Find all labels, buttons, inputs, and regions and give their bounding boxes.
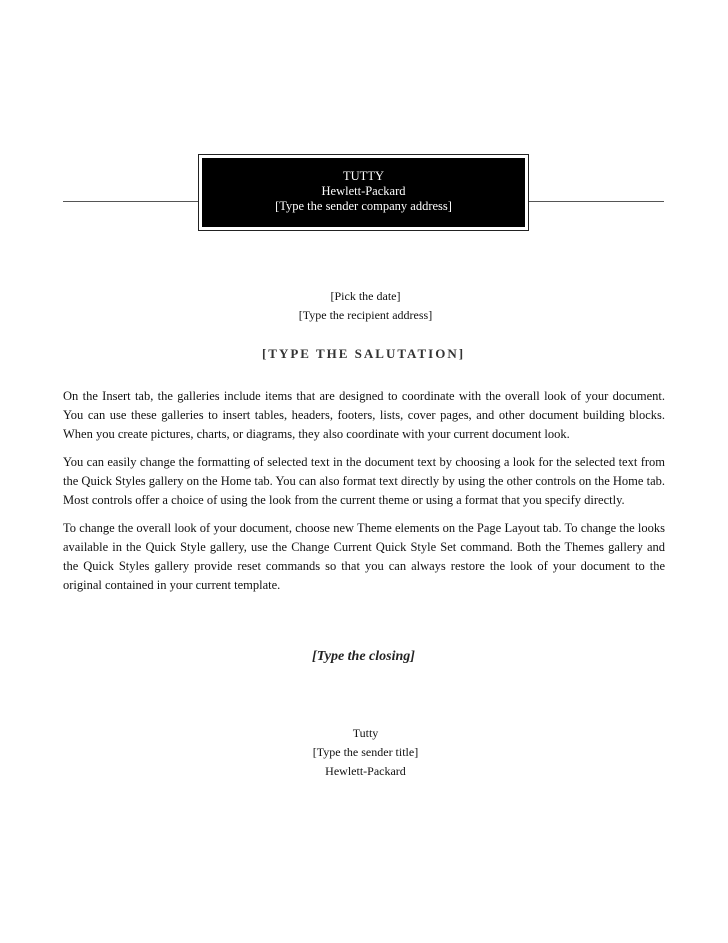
sender-header-fill: [202, 158, 525, 227]
signature-block: [200, 724, 531, 781]
body-paragraph[interactable]: On the Insert tab, the galleries include items that are designed to coordinate with the overall look of your document. You can use these galleries to insert tables, headers, footers, lists, cover pages, and other document building blocks. When you create pictures, charts, or diagrams, they also coordinate with your current document look.: [63, 389, 665, 441]
recipient-address-placeholder[interactable]: [Type the recipient address]: [298, 308, 433, 322]
letter-body: [63, 387, 665, 604]
body-paragraph[interactable]: To change the overall look of your document, choose new Theme elements on the Page Layout tab. To change the looks available in the Quick Style gallery, use the Change Current Quick Style Set command. Both the Themes gallery and the Quick Styles gallery provide reset commands so that you can always restore the look of your document to the original contained in your current template.: [63, 521, 665, 592]
signature-company[interactable]: Hewlett-Packard: [325, 764, 406, 778]
date-placeholder[interactable]: [Pick the date]: [330, 289, 401, 303]
sender-header-box: [198, 154, 529, 231]
sender-address-placeholder[interactable]: [Type the sender company address]: [275, 199, 452, 213]
sender-name[interactable]: TUTTY: [343, 169, 384, 183]
sender-company[interactable]: Hewlett-Packard: [321, 184, 406, 198]
body-paragraph[interactable]: You can easily change the formatting of selected text in the document text by choosing a look for the selected text from the Quick Styles gallery on the Home tab. You can also format text directly by using the other controls on the Home tab. Most controls offer a choice of using the look from the current theme or using a format that you specify directly.: [63, 455, 665, 507]
sender-title-placeholder[interactable]: [Type the sender title]: [312, 745, 419, 759]
closing-placeholder[interactable]: [Type the closing]: [312, 649, 415, 664]
salutation-placeholder[interactable]: [TYPE THE SALUTATION]: [261, 346, 466, 361]
signature-name[interactable]: Tutty: [352, 726, 379, 740]
recipient-block: [200, 287, 531, 325]
